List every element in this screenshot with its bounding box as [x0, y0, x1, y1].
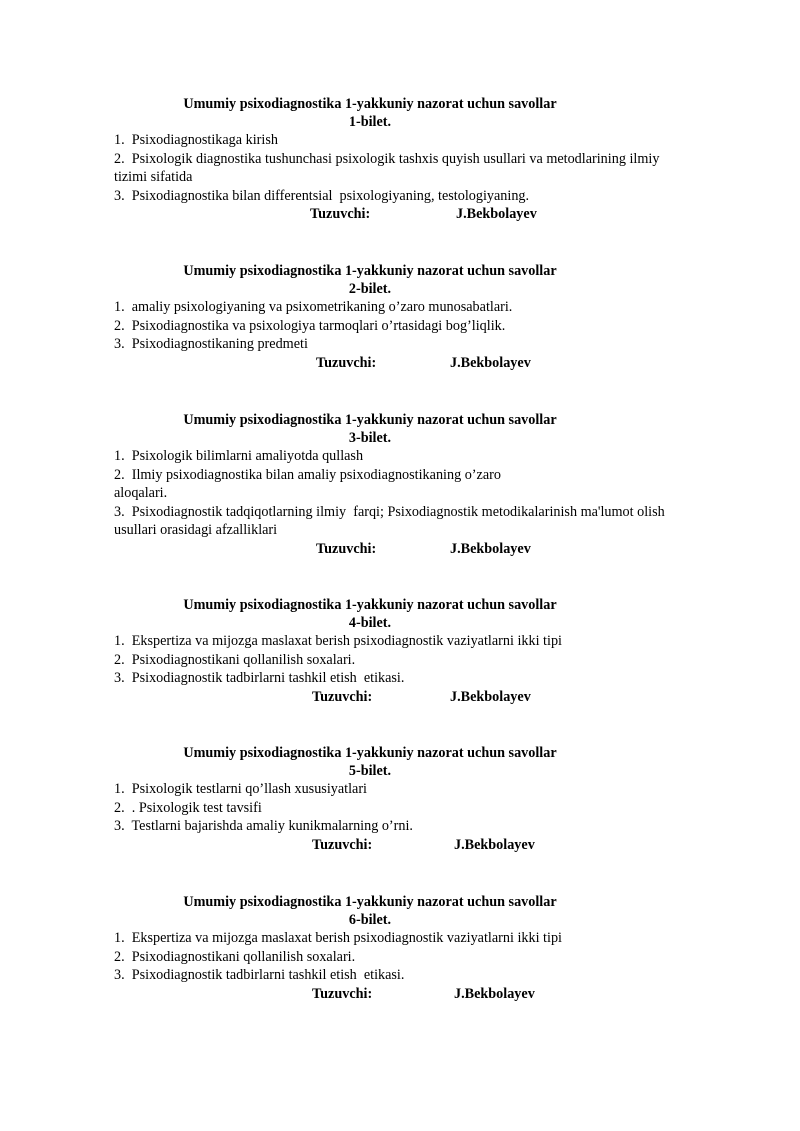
author-label: Tuzuvchi: [316, 354, 377, 371]
author-label: Tuzuvchi: [316, 540, 377, 557]
question-item: 2. Psixodiagnostikani qollanilish soxalari. [114, 651, 356, 668]
ticket-number: 4-bilet. [348, 615, 392, 631]
ticket-3 [114, 411, 754, 558]
question-item: 2. Psixodiagnostikani qollanilish soxalari. [114, 948, 356, 965]
ticket-number: 3-bilet. [348, 430, 392, 446]
author-line [114, 836, 754, 854]
ticket-title: Umumiy psixodiagnostika 1-yakkuniy nazorat uchun savollar [183, 96, 557, 112]
question-item: 3. Psixodiagnostik tadqiqotlarning ilmiy farqi; Psixodiagnostik metodikalarinish ma'lumot olish usullari orasidagi afzalliklari [114, 503, 665, 538]
author-name: J.Bekbolayev [456, 206, 537, 222]
author-name: J.Bekbolayev [450, 354, 531, 371]
author-line [114, 354, 754, 372]
question-item: 2. Psixologik diagnostika tushunchasi psixologik tashxis quyish usullari va metodlarining ilmiy tizimi sifatida [114, 150, 660, 185]
ticket-title: Umumiy psixodiagnostika 1-yakkuniy nazorat uchun savollar [183, 412, 557, 428]
question-item: 2. Ilmiy psixodiagnostika bilan amaliy psixodiagnostikaning o’zaro aloqalari. [114, 466, 501, 501]
author-name: J.Bekbolayev [454, 985, 535, 1002]
question-item: 1. amaliy psixologiyaning va psixometrikaning o’zaro munosabatlari. [114, 299, 513, 315]
author-label: Tuzuvchi: [310, 206, 371, 222]
question-item: 1. Psixologik testlarni qo’llash xususiyatlari [114, 781, 367, 797]
author-line [114, 205, 754, 223]
ticket-5 [114, 744, 754, 854]
ticket-title: Umumiy psixodiagnostika 1-yakkuniy nazorat uchun savollar [183, 894, 557, 910]
question-item: 1. Ekspertiza va mijozga maslaxat berish psixodiagnostik vaziyatlarni ikki tipi [114, 930, 562, 946]
question-item: 1. Psixodiagnostikaga kirish [114, 132, 278, 148]
ticket-4 [114, 596, 754, 706]
ticket-title: Umumiy psixodiagnostika 1-yakkuniy nazorat uchun savollar [183, 745, 557, 761]
ticket-6 [114, 893, 754, 1003]
ticket-number: 1-bilet. [348, 114, 392, 130]
author-label: Tuzuvchi: [312, 836, 373, 853]
ticket-number: 5-bilet. [348, 763, 392, 779]
author-label: Tuzuvchi: [312, 985, 373, 1002]
author-name: J.Bekbolayev [454, 836, 535, 853]
question-item: 3. Psixodiagnostik tadbirlarni tashkil etish etikasi. [114, 967, 405, 983]
question-item: 3. Testlarni bajarishda amaliy kunikmalarning o’rni. [114, 818, 413, 834]
author-label: Tuzuvchi: [312, 688, 373, 705]
ticket-1 [114, 95, 754, 223]
question-item: 1. Ekspertiza va mijozga maslaxat berish psixodiagnostik vaziyatlarni ikki tipi [114, 633, 562, 649]
ticket-title: Umumiy psixodiagnostika 1-yakkuniy nazorat uchun savollar [183, 263, 557, 279]
author-name: J.Bekbolayev [450, 540, 531, 557]
ticket-number: 2-bilet. [348, 281, 392, 297]
ticket-2 [114, 262, 754, 372]
question-item: 2. Psixodiagnostika va psixologiya tarmoqlari o’rtasidagi bog’liqlik. [114, 317, 506, 334]
author-line [114, 688, 754, 706]
ticket-number: 6-bilet. [348, 912, 392, 928]
author-line [114, 540, 754, 558]
question-item: 1. Psixologik bilimlarni amaliyotda qullash [114, 448, 364, 464]
question-item: 3. Psixodiagnostika bilan differentsial psixologiyaning, testologiyaning. [114, 187, 530, 204]
question-item: 3. Psixodiagnostik tadbirlarni tashkil etish etikasi. [114, 670, 405, 686]
question-item: 2. . Psixologik test tavsifi [114, 799, 262, 816]
author-name: J.Bekbolayev [450, 688, 531, 705]
ticket-title: Umumiy psixodiagnostika 1-yakkuniy nazorat uchun savollar [183, 597, 557, 613]
question-item: 3. Psixodiagnostikaning predmeti [114, 336, 308, 352]
author-line [114, 985, 754, 1003]
